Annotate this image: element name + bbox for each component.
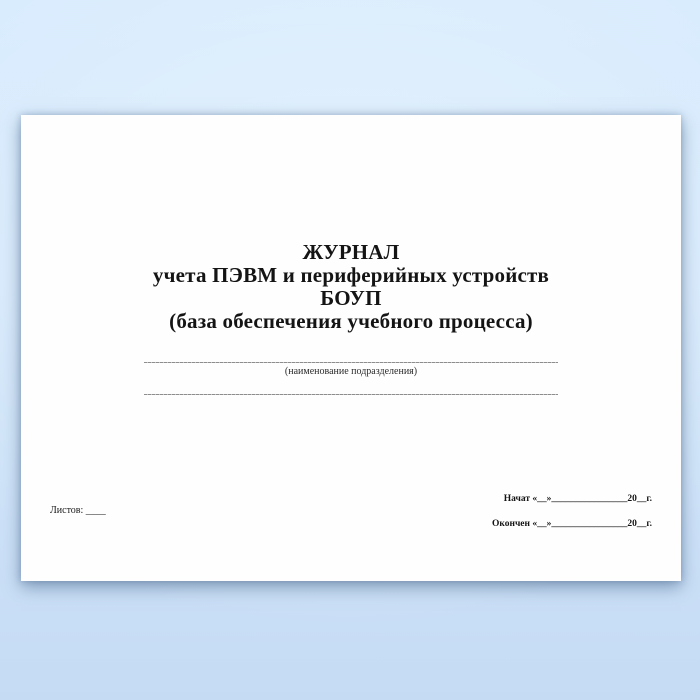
sheets-count-label: Листов: ____ [50,505,106,516]
started-date-label: Начат «__»________________20__г. [503,494,652,504]
journal-title-line-3: БОУП [320,286,382,310]
finished-date-label: Окончен «__»________________20__г. [491,519,652,529]
journal-title-line-4: (база обеспечения учебного процесса) [169,309,533,333]
journal-cover-page [21,115,681,581]
department-name-blank-line-2 [144,394,558,395]
journal-title-line-2: учета ПЭВМ и периферийных устройств [152,263,550,287]
journal-title-line-1: ЖУРНАЛ [302,240,400,264]
department-caption: (наименование подразделения) [284,366,418,377]
department-name-blank-line [144,362,558,363]
journal-title [21,241,681,333]
